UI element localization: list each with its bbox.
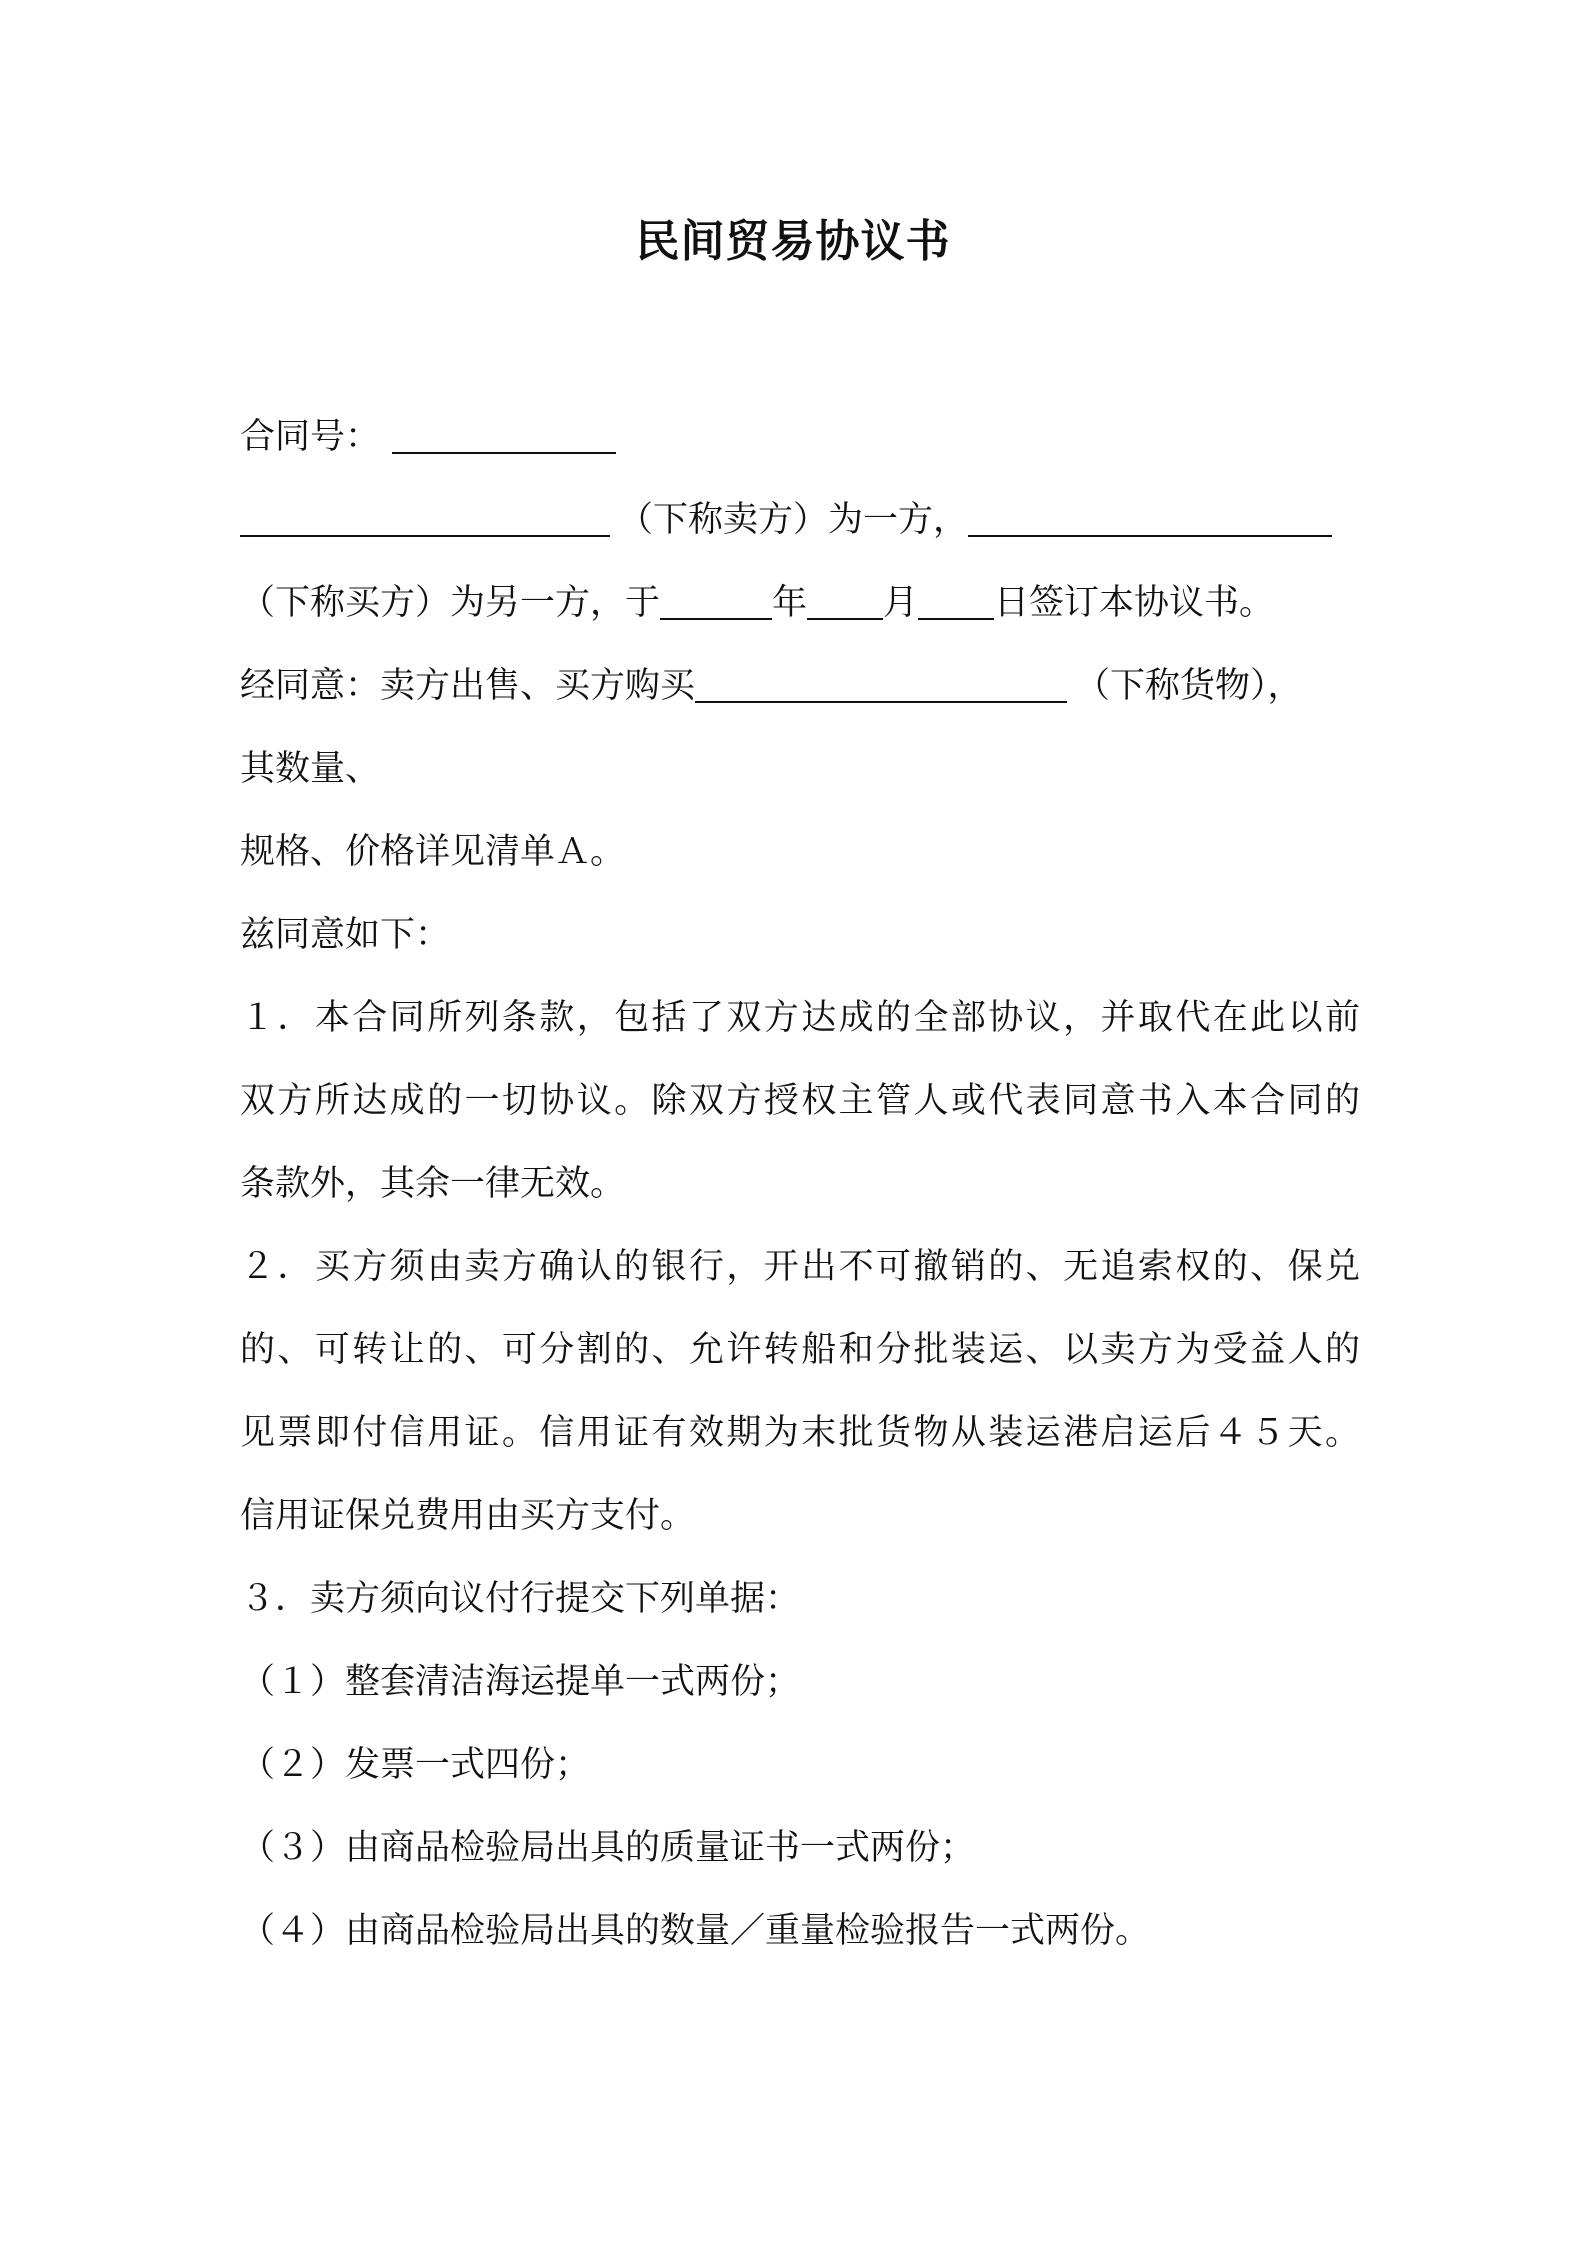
quantity-line: 其数量、 <box>240 749 381 789</box>
clause1-line: 双方所达成的一切协议。除双方授权主管人或代表同意书入本合同的 <box>240 1081 1360 1121</box>
month-blank[interactable] <box>807 584 883 620</box>
clause2-line: 见票即付信用证。信用证有效期为末批货物从装运港启运后４５天。 <box>240 1413 1360 1453</box>
seller-line <box>240 495 1360 545</box>
clause1-line: １．本合同所列条款，包括了双方达成的全部协议，并取代在此以前 <box>240 998 1360 1038</box>
buyer-text: （下称买方）为另一方，于 <box>240 583 661 623</box>
buyer-name-blank[interactable] <box>968 501 1332 537</box>
seller-name-blank[interactable] <box>240 501 610 537</box>
buyer-date-line <box>240 578 1360 628</box>
year-label: 年 <box>772 583 808 623</box>
clause3-item: （１）整套清洁海运提单一式两份； <box>240 1662 801 1702</box>
clause1-line: 条款外，其余一律无效。 <box>240 1164 626 1204</box>
clause2-line: ２．买方须由卖方确认的银行，开出不可撤销的、无追索权的、保兑 <box>240 1247 1360 1287</box>
spec-line: 规格、价格详见清单Ａ。 <box>240 832 626 872</box>
clause3-title: ３．卖方须向议付行提交下列单据： <box>240 1579 801 1619</box>
contract-number-label: 合同号： <box>240 417 381 457</box>
agree-text: 经同意：卖方出售、买方购买 <box>240 666 696 706</box>
hereby-line: 兹同意如下： <box>240 915 451 955</box>
goods-text: （下称货物）， <box>1075 666 1303 706</box>
clause3-item: （４）由商品检验局出具的数量／重量检验报告一式两份。 <box>240 1911 1151 1951</box>
clause3-item: （３）由商品检验局出具的质量证书一式两份； <box>240 1828 976 1868</box>
agreement-line <box>240 661 1360 711</box>
month-label: 月 <box>883 583 919 623</box>
goods-blank[interactable] <box>695 667 1067 703</box>
contract-number-line <box>240 412 1360 462</box>
clause2-line: 的、可转让的、可分割的、允许转船和分批装运、以卖方为受益人的 <box>240 1330 1360 1370</box>
day-blank[interactable] <box>918 584 994 620</box>
contract-number-blank[interactable] <box>392 418 616 454</box>
document-title: 民间贸易协议书 <box>635 216 951 267</box>
clause3-item: （２）发票一式四份； <box>240 1745 591 1785</box>
day-text: 日签订本协议书。 <box>994 583 1275 623</box>
year-blank[interactable] <box>660 584 772 620</box>
seller-text: （下称卖方）为一方， <box>618 500 969 540</box>
clause2-line: 信用证保兑费用由买方支付。 <box>240 1496 696 1536</box>
